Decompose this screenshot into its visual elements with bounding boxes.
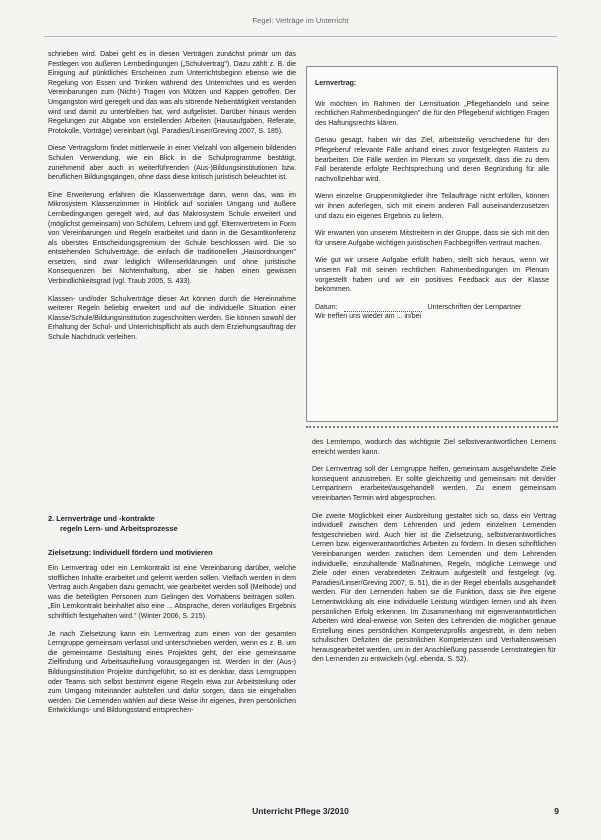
paragraph: schrieben wird. Dabei geht es in diesen Verträgen zunächst primär um das Festlegen von äußeren Lernbedingungen („Schulvertrag"). Dazu zählt z. B. die Einigung auf pünktliches Erscheinen zum Unterrichtsbeginn ebenso wie die Regelung von Essen und Trinken während des Unterrichtes und es werden Vereinbarungen zum (Nicht-) Tragen von Mützen und Kappen getroffen. Der Umgangston wird geregelt und das was als störende Nebentätigkeit verstanden wird und damit zu unterbleiben hat, wird aufgelistet. Darüber hinaus werden Regelungen zur Abgabe von erstellenden Arbeiten (Hausaufgaben, Referate, Protokolle, Vorträge) vereinbart (vgl. Paradies/Linser/Greving 2007, S. 185).	[48, 51, 296, 135]
date-blank	[344, 303, 422, 313]
paragraph: des Lerntempo, wodurch das wichtigste Ziel selbstverantwortlichen Lernens erreicht werden kann.	[312, 439, 556, 456]
signature-label: Unterschriften der Lernpartner	[427, 303, 522, 311]
paragraph: Diese Vertragsform findet mittlerweile in einer Vielzahl von allgemein bildenden Schulen Verwendung, wie ein Blick in die Schulprogramme bestätigt, zunehmend aber auch in weiterführenden (Aus-)Bildungsinstitutionen bzw. beruflichen Bildungsgängen, ohne dass diese kritisch juristisch beleuchtet ist.	[48, 145, 296, 182]
right-column-bottom	[312, 438, 556, 673]
meeting-line: Wir treffen uns wieder am ... in/bei	[315, 313, 422, 321]
learning-contract-box	[306, 66, 558, 422]
paragraph: Eine Erweiterung erfahren die Klassenverträge dann, wenn das, was im Mikrosystem Klassenzimmer in Hinblick auf sozialen Umgang und äußere Lernbedingungen geregelt wird, auf das Makrosystem Schule erweitert und (möglichst gemeinsam) von Schülern, Lehrern und ggf. Elternvertretern in Form von Vereinbarungen und Regeln erarbeitet und dann in die Gesamtkonferenz als oberstes Entscheidungsgremium der Schule beschlossen wird. Die so entstehenden Schulverträge, die einfach die traditionellen „Hausordnungen" ersetzen, sind zwar lediglich Willenserklärungen und ohne juristische Konsequenzen bei Nichteinhaltung, aber sie haben einen gewissen Verbindlichkeitsgrad (vgl. Traub 2005, S. 433).	[48, 191, 296, 286]
paragraph: Ein Lernvertrag oder ein Lernkontrakt ist eine Vereinbarung darüber, welche stofflichen Inhalte erarbeitet und gelernt werden sollen. Vielfach werden in dem Vertrag auch Angaben dazu gemacht, wie gearbeitet werden soll (Methode) und was die beteiligten Personen zum Gelingen des Vorhabens beitragen sollen. „Ein Lernkontrakt beinhaltet also eine ... Absprache, deren vorläufiges Ergebnis schriftlich festgehalten wird." (Winter 2006, S. 215).	[48, 565, 296, 620]
box-paragraph: Wir möchten im Rahmen der Lernsituation „Pflegehandeln und seine rechtlichen Rahmenbedingungen" die für den Pflegeberuf wichtigen Fragen des Haftungsrechts klären.	[315, 100, 549, 127]
dotted-divider	[306, 426, 558, 428]
box-paragraph: Wenn einzelne Gruppenmitglieder ihre Teilaufträge nicht erfüllen, können wir ihnen auferlegen, sich mit einem anderen Fall auseinanderzusetzen und dazu ein eigenes Ergebnis zu liefern.	[315, 193, 549, 220]
box-paragraph: Genau gesagt, haben wir das Ziel, arbeitsteilig verschiedene für den Pflegeberuf relevante Fälle anhand eines zuvor festgelegten Rasters zu bearbeiten. Die Fälle werden im Plenum so vorgestellt, dass die zu dem Fall beratende erfolgte Rechtsprechung und deren Begründung für alle nachvollziehbar wird.	[315, 137, 549, 183]
subheading: Zielsetzung: Individuell fördern und motivieren	[48, 548, 213, 557]
section-heading	[48, 514, 178, 534]
paragraph: Die zweite Möglichkeit einer Ausbreitung gestaltet sich so, dass ein Vertrag individuell zwischen dem Lehrenden und jedem einzelnen Lernenden festgeschrieben wird. Auch hier ist die Zielsetzung, selbstverantwortliches Lernen bzw. eigenverantwortliches Arbeiten zu fördern. In diesen schriftlichen Vereinbarungen werden zwischen dem Lernenden und dem Lehrenden individuelle, einzuhaltende Maßnahmen, Regeln, mögliche Lernwege und Ziele oder einen verabredeten Zeitraum aufgestellt und festgelegt (vg. Paradies/Linser/Greving 2007, S. 51), die in der Regel ebenfalls ausgehandelt werden. Für den Lernenden haben sie die Funktion, dass sie ihre eigene Lernentwicklung als eine individuelle Leistung würdigen lernen und als ihren persönlichen Erfolg erkennen. Im Zusammenhang mit eigenverantwortlichen Arbeiten wird ideal-erweise von Seiten des Lehrenden die möglicher genaue Erstellung eines persönlichen Kompetenzprofils angestrebt, in dem neben schulischen Defiziten die persönlichen Kompetenzen und Verhaltensweisen herausgearbeitet werden, um in der Anschließung passende Lernstrategien für den Lernenden zu entwickeln (vgl. ebenda, S. 52).	[312, 512, 556, 664]
paragraph: Klassen- und/oder Schulverträge dieser Art können durch die Hereinnahme weiterer Regeln beliebig erweitert und auf die individuelle Situation einer Klasse/Schule/Bildungsinstitution zugeschnitten werden. Sie können sowohl der Erhaltung der Schul- und Unterrichtspflicht als auch dem Erziehungsauftrag der Schule Nachdruck verleihen.	[48, 295, 296, 342]
running-head: Fegel: Verträge im Unterricht	[252, 16, 349, 25]
signature-row	[315, 303, 549, 313]
left-column-top	[48, 50, 296, 351]
section-title-line1: 2. Lernverträge und -kontrakte	[48, 514, 155, 523]
left-column-bottom	[48, 564, 296, 724]
box-title: Lernvertrag:	[315, 80, 357, 87]
header-rule	[44, 36, 557, 37]
date-label: Datum:	[315, 303, 338, 311]
box-paragraph: Wie gut wir unsere Aufgabe erfüllt haben, stellt sich heraus, wenn wir unseren Fall mit seinen rechtlichen Rahmenbedingungen im Plenum vorgestellt haben und wir ein positives Feedback aus der Klasse bekommen.	[315, 257, 549, 294]
page-number: 9	[554, 806, 559, 816]
journal-footer: Unterricht Pflege 3/2010	[252, 806, 349, 816]
paragraph: Je nach Zielsetzung kann ein Lernvertrag zum einen von der gesamten Lerngruppe gemeinsam verfasst und unterschrieben werden, wenn es z. B. um die gemeinsame Gestaltung eines Projektes geht, der eine gemeinsame Zielfindung und Arbeitsaufteilung vorausgegangen ist. Werden in der (Aus-) Bildungsinstitution Projekte durchgeführt, so ist es denkbar, dass Lerngruppen oder Teams sich selbst bestimmt eigene Regeln etwa zur Arbeitsteilung oder zum Umgang miteinander aufstellen und dafür sorgen, dass sie eingehalten werden. Die Lernenden wählen auf diese Weise ihr eigenes, ihren persönlichen Entwicklungs- und Bildungsstand entsprechen-	[48, 630, 296, 715]
section-title-line2: regeln Lern- und Arbeitsprozesse	[60, 524, 178, 533]
paragraph: Der Lernvertrag soll der Lerngruppe helfen, gemeinsam ausgehandelte Ziele konsequent anzustreben. Er sollte gleichzeitig und gemeinsam mit den/der Lernpartnern erarbeitet/ausgehandelt werden. Zu einem gemeinsam vereinbarten Termin wird abgesprochen.	[312, 466, 556, 502]
box-paragraph: Wir erwarten von unserem Mitstreitern in der Gruppe, dass sie sich mit den für unsere Aufgabe wichtigen juristischen Fachbegriffen vertraut machen.	[315, 230, 549, 247]
